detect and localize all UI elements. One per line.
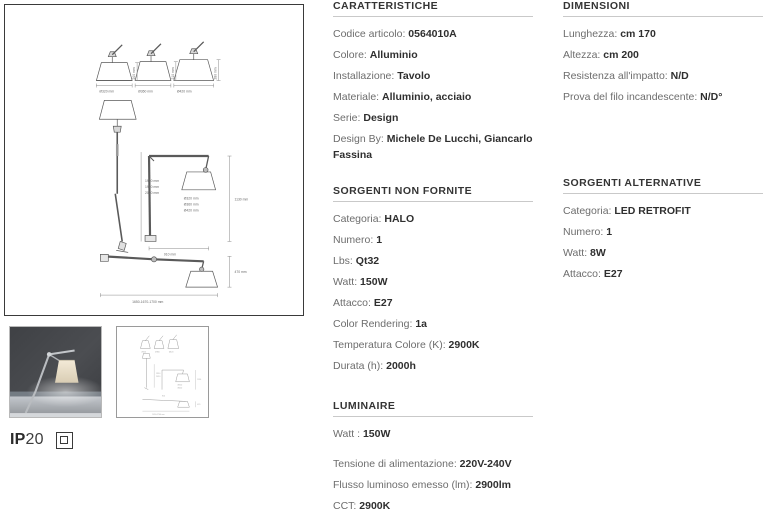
label: Attacco: (333, 297, 371, 309)
ip-prefix: IP (10, 431, 26, 448)
svg-text:470: 470 (197, 404, 201, 407)
label: Colore: (333, 49, 367, 61)
label: Categoria: (563, 205, 612, 217)
label: Codice articolo: (333, 28, 406, 40)
svg-text:2020: 2020 (156, 375, 161, 378)
label: Numero: (333, 234, 374, 246)
sorgenti-alternative-block (563, 177, 763, 282)
value: Michele De Lucchi, Giancarlo Fassina (333, 133, 533, 161)
spec-row-alt-numero (563, 224, 763, 240)
spec-row-cct (333, 498, 533, 514)
dimensioni-block (563, 0, 763, 105)
product-photo (10, 327, 101, 417)
ip-rating (10, 431, 44, 449)
spec-row-lbs (333, 253, 533, 269)
value: N/D° (700, 91, 723, 103)
label: Watt: (563, 247, 588, 259)
value: HALO (384, 213, 415, 225)
value: cm 170 (620, 28, 656, 40)
spec-row-categoria (333, 211, 533, 227)
value: 150W (360, 276, 388, 288)
spec-row-altezza (563, 47, 763, 63)
spec-row-temperatura-colore (333, 337, 533, 353)
value: Tavolo (397, 70, 431, 82)
table-shade-label-2: Ø360 mm (183, 202, 199, 207)
label: Categoria: (333, 213, 382, 225)
value: 150W (362, 428, 391, 440)
label: Attacco: (563, 268, 601, 280)
shade-diameter-label-1: Ø320 mm (99, 89, 115, 94)
svg-text:Ø360: Ø360 (155, 351, 160, 354)
shade-height-label-3: 280 mm (213, 67, 218, 80)
low-configuration-elevation (100, 254, 217, 287)
label: Watt: (333, 276, 358, 288)
sorgenti-non-fornite-title: SORGENTI NON FORNITE (333, 185, 533, 202)
value: 2000h (386, 360, 416, 372)
low-reach-label: 1650-1670-1700 mm (132, 300, 164, 305)
value: 2900K (359, 500, 391, 512)
shade-elevation-3 (174, 42, 214, 81)
label: Temperatura Colore (K): (333, 339, 446, 351)
spec-row-luminaire-watt (333, 426, 533, 442)
product-photo-thumbnail[interactable] (9, 326, 102, 418)
suspension-height-label-3: 2020 mm (145, 190, 160, 195)
drawing-thumbnail[interactable] (116, 326, 209, 418)
spec-row-resistenza-impatto (563, 68, 763, 84)
label: Resistenza all'impatto: (563, 70, 668, 82)
ip-rating-row (10, 431, 73, 449)
value: cm 200 (603, 49, 639, 61)
class-ii-icon (56, 432, 73, 449)
spec-row-alt-attacco (563, 266, 763, 282)
spec-row-serie (333, 110, 533, 126)
spec-row-codice-articolo (333, 26, 533, 42)
shade-diameter-label-3: Ø420 mm (176, 89, 192, 94)
shade-height-label-1: 200 mm (132, 67, 137, 80)
shade-elevation-1 (96, 45, 132, 81)
table-height-label: 1130 mm (234, 197, 249, 202)
label: Flusso luminoso emesso (lm): (333, 479, 473, 491)
suspension-elevation (99, 100, 136, 252)
value: 1a (415, 318, 427, 330)
spec-row-numero (333, 232, 533, 248)
luminaire-block (333, 400, 533, 514)
label: Tensione di alimentazione: (333, 458, 457, 470)
spec-row-lunghezza (563, 26, 763, 42)
spec-row-installazione (333, 68, 533, 84)
spec-row-alt-categoria (563, 203, 763, 219)
shade-diameter-label-2: Ø360 mm (138, 89, 153, 94)
value: 2900K (448, 339, 480, 351)
spec-row-tensione (333, 456, 533, 472)
label: Numero: (563, 226, 604, 238)
dimensioni-title: DIMENSIONI (563, 0, 763, 17)
spec-row-color-rendering (333, 316, 533, 332)
low-height-label: 470 mm (234, 270, 247, 275)
caratteristiche-block (333, 0, 533, 163)
svg-text:Ø420: Ø420 (177, 387, 183, 390)
value: 220V-240V (459, 458, 512, 470)
label: Altezza: (563, 49, 601, 61)
value: Alluminio, acciaio (382, 91, 472, 103)
value: 2900lm (475, 479, 511, 491)
spec-row-materiale (333, 89, 533, 105)
caratteristiche-title: CARATTERISTICHE (333, 0, 533, 17)
label: Lunghezza: (563, 28, 618, 40)
class-ii-inner-square (60, 436, 68, 444)
label: Watt : (333, 428, 361, 440)
spec-row-flusso-luminoso (333, 477, 533, 493)
table-lamp-elevation (145, 156, 216, 241)
svg-text:Ø320: Ø320 (177, 384, 183, 387)
shade-elevation-2 (135, 44, 171, 81)
value: Alluminio (369, 49, 418, 61)
table-shade-label-1: Ø320 mm (183, 196, 199, 201)
svg-text:910: 910 (162, 395, 166, 398)
value: 0564010A (408, 28, 457, 40)
label: Design By: (333, 133, 384, 145)
spec-row-prova-filo-incandescente (563, 89, 763, 105)
label: Color Rendering: (333, 318, 413, 330)
spec-row-attacco (333, 295, 533, 311)
label: Prova del filo incandescente: (563, 91, 698, 103)
spec-row-colore (333, 47, 533, 63)
spec-row-alt-watt (563, 245, 763, 261)
luminaire-title: LUMINAIRE (333, 400, 533, 417)
ip-number: 20 (25, 431, 44, 448)
shade-height-label-2: 210 mm (170, 67, 175, 80)
value: Qt32 (355, 255, 380, 267)
label: Durata (h): (333, 360, 384, 372)
svg-text:1130: 1130 (197, 378, 202, 381)
value: Design (363, 112, 399, 124)
sorgenti-non-fornite-block (333, 185, 533, 374)
label: Installazione: (333, 70, 395, 82)
svg-text:1650-1700 mm: 1650-1700 mm (152, 414, 165, 417)
sorgenti-alternative-title: SORGENTI ALTERNATIVE (563, 177, 763, 194)
label: CCT: (333, 500, 357, 512)
value: 1 (606, 226, 613, 238)
svg-text:1950: 1950 (156, 372, 161, 375)
value: E27 (373, 297, 393, 309)
suspension-height-label-1: 1950 mm (145, 178, 160, 183)
drawing-thumbnail-image (117, 327, 208, 417)
spec-row-durata (333, 358, 533, 374)
value: E27 (603, 268, 623, 280)
svg-text:Ø320: Ø320 (141, 351, 146, 354)
middle-spec-column (333, 0, 533, 519)
value: LED RETROFIT (614, 205, 691, 217)
label: Materiale: (333, 91, 380, 103)
technical-drawing (5, 5, 303, 315)
value: N/D (670, 70, 689, 82)
value: 8W (590, 247, 606, 259)
table-reach-label: 910 mm (163, 252, 177, 257)
technical-drawing-panel (4, 4, 304, 316)
right-spec-column (563, 0, 763, 287)
label: Lbs: (333, 255, 353, 267)
suspension-height-label-2: 1980 mm (145, 184, 160, 189)
label: Serie: (333, 112, 361, 124)
table-shade-label-3: Ø420 mm (183, 208, 199, 213)
spec-row-watt (333, 274, 533, 290)
svg-text:Ø420: Ø420 (168, 351, 174, 354)
value: 1 (376, 234, 383, 246)
thumbnail-row (6, 326, 306, 420)
spec-row-design-by (333, 131, 533, 163)
